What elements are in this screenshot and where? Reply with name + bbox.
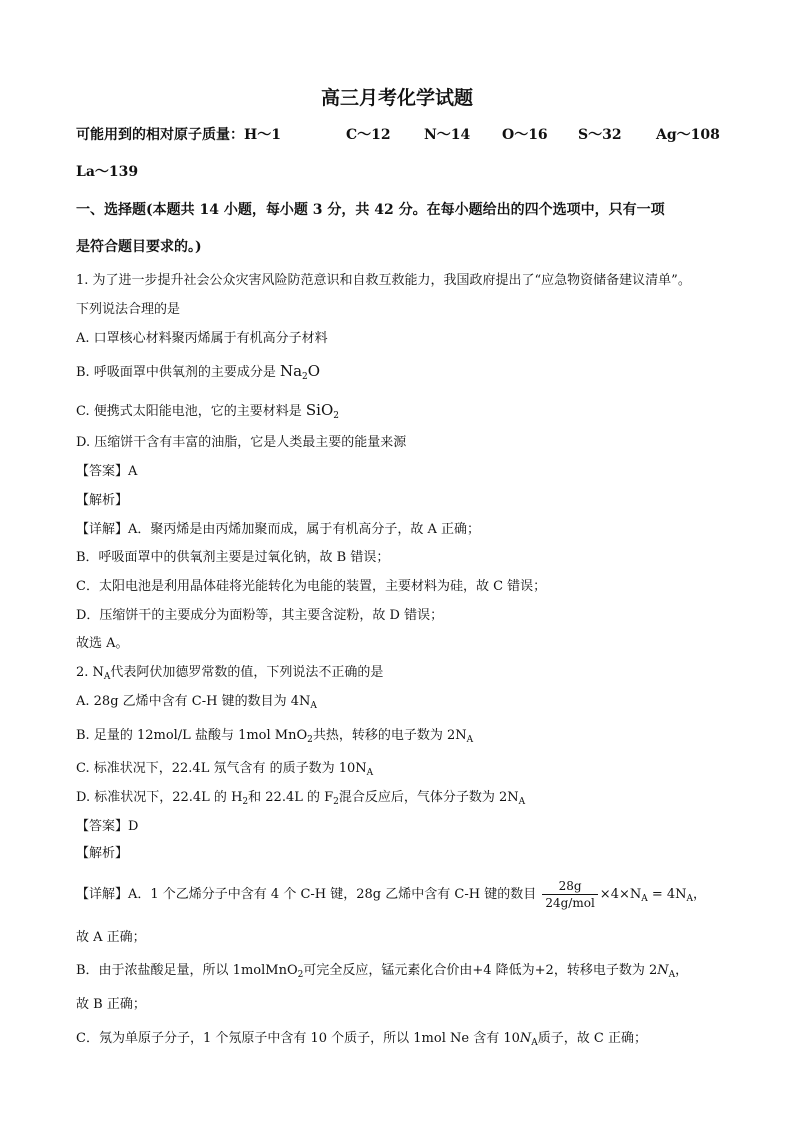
q2-option-a: A. 28g 乙烯中含有 C-H 键的数目为 $4N_A$ (76, 694, 317, 711)
q2-option-c: C. 标准状况下，22.4L 氖气含有 的质子数为 $10N_A$ (76, 761, 374, 778)
mass-c: C～12 (346, 127, 391, 143)
section-heading-line2: 是符合题目要求的。) (76, 239, 202, 255)
q2-analysis-label: 【解析】 (76, 846, 129, 861)
mass-s: S～32 (578, 127, 622, 143)
q2-stem: 2. $N_A$代表阿伏加德罗常数的值，下列说法不正确的是 (76, 665, 384, 682)
q2-detail-b-end: 故 B 正确； (76, 997, 146, 1012)
q1-detail-c: C．太阳电池是利用晶体硅将光能转化为电能的装置，主要材料为硅，故 C 错误； (76, 579, 547, 594)
q1-analysis-label: 【解析】 (76, 493, 129, 508)
q1-answer: 【答案】A (76, 464, 138, 479)
q1-option-b: B. 呼吸面罩中供氧剂的主要成分是 $Na_2O$ (76, 362, 321, 382)
q2-answer: 【答案】D (76, 819, 139, 834)
q2-detail-a-end: 故 A 正确； (76, 930, 146, 945)
q2-option-b: B. 足量的 12mol/L 盐酸与 1mol MnO$_2$共热，转移的电子数为 $2N_A$ (76, 728, 474, 745)
mass-h: 可能用到的相对原子质量：H～1 (76, 127, 281, 143)
q1-detail-d: D．压缩饼干的主要成分为面粉等，其主要含淀粉，故 D 错误； (76, 608, 444, 623)
mass-ag: Ag～108 (656, 127, 720, 143)
section-heading-line1: 一、选择题(本题共 14 小题，每小题 3 分，共 42 分。在每小题给出的四个选项中，只有一项 (76, 202, 665, 218)
q1-option-c: C. 便携式太阳能电池，它的主要材料是 SiO$_2$ (76, 401, 339, 421)
q2-option-d: D. 标准状况下，22.4L 的 $H_2$和 22.4L 的 $F_2$混合反应后，气体分子数为 $2N_A$ (76, 790, 526, 807)
fraction: $\frac{28g}{\text{24g/mol}}$ (542, 878, 597, 911)
mass-la: La～139 (76, 164, 139, 180)
q2-detail-a: 【详解】A．1 个乙烯分子中含有 4 个 C-H 键，28g 乙烯中含有 C-H 键的数目 $\frac{28g}{\text{24g/mol}}$ $\times 4\times N_A = 4N_A$， (76, 879, 707, 910)
mass-n: N～14 (424, 127, 471, 143)
q1-stem-line2: 下列说法合理的是 (76, 302, 181, 317)
exam-title: 高三月考化学试题 (320, 87, 473, 109)
q1-stem-line1: 1. 为了进一步提升社会公众灾害风险防范意识和自救互救能力，我国政府提出了“应急物资储备建议清单”。 (76, 273, 691, 288)
mass-o: O～16 (502, 127, 548, 143)
q1-detail-b: B．呼吸面罩中的供氧剂主要是过氧化钠，故 B 错误； (76, 550, 390, 565)
q1-option-a: A. 口罩核心材料聚丙烯属于有机高分子材料 (76, 331, 328, 346)
q2-detail-c: C．氖为单原子分子，1 个氖原子中含有 10 个质子，所以 1mol Ne 含有 $10N_A$质子，故 C 正确； (76, 1031, 647, 1048)
q1-conclusion: 故选 A。 (76, 636, 129, 651)
q2-detail-b: B．由于浓盐酸足量，所以 1molMnO$_2$可完全反应，锰元素化合价由+4 降低为+2，转移电子数为 $2N_A$， (76, 963, 689, 980)
q1-option-d: D. 压缩饼干含有丰富的油脂，它是人类最主要的能量来源 (76, 435, 407, 450)
q1-detail-a: 【详解】A．聚丙烯是由丙烯加聚而成，属于有机高分子，故 A 正确； (76, 522, 481, 537)
